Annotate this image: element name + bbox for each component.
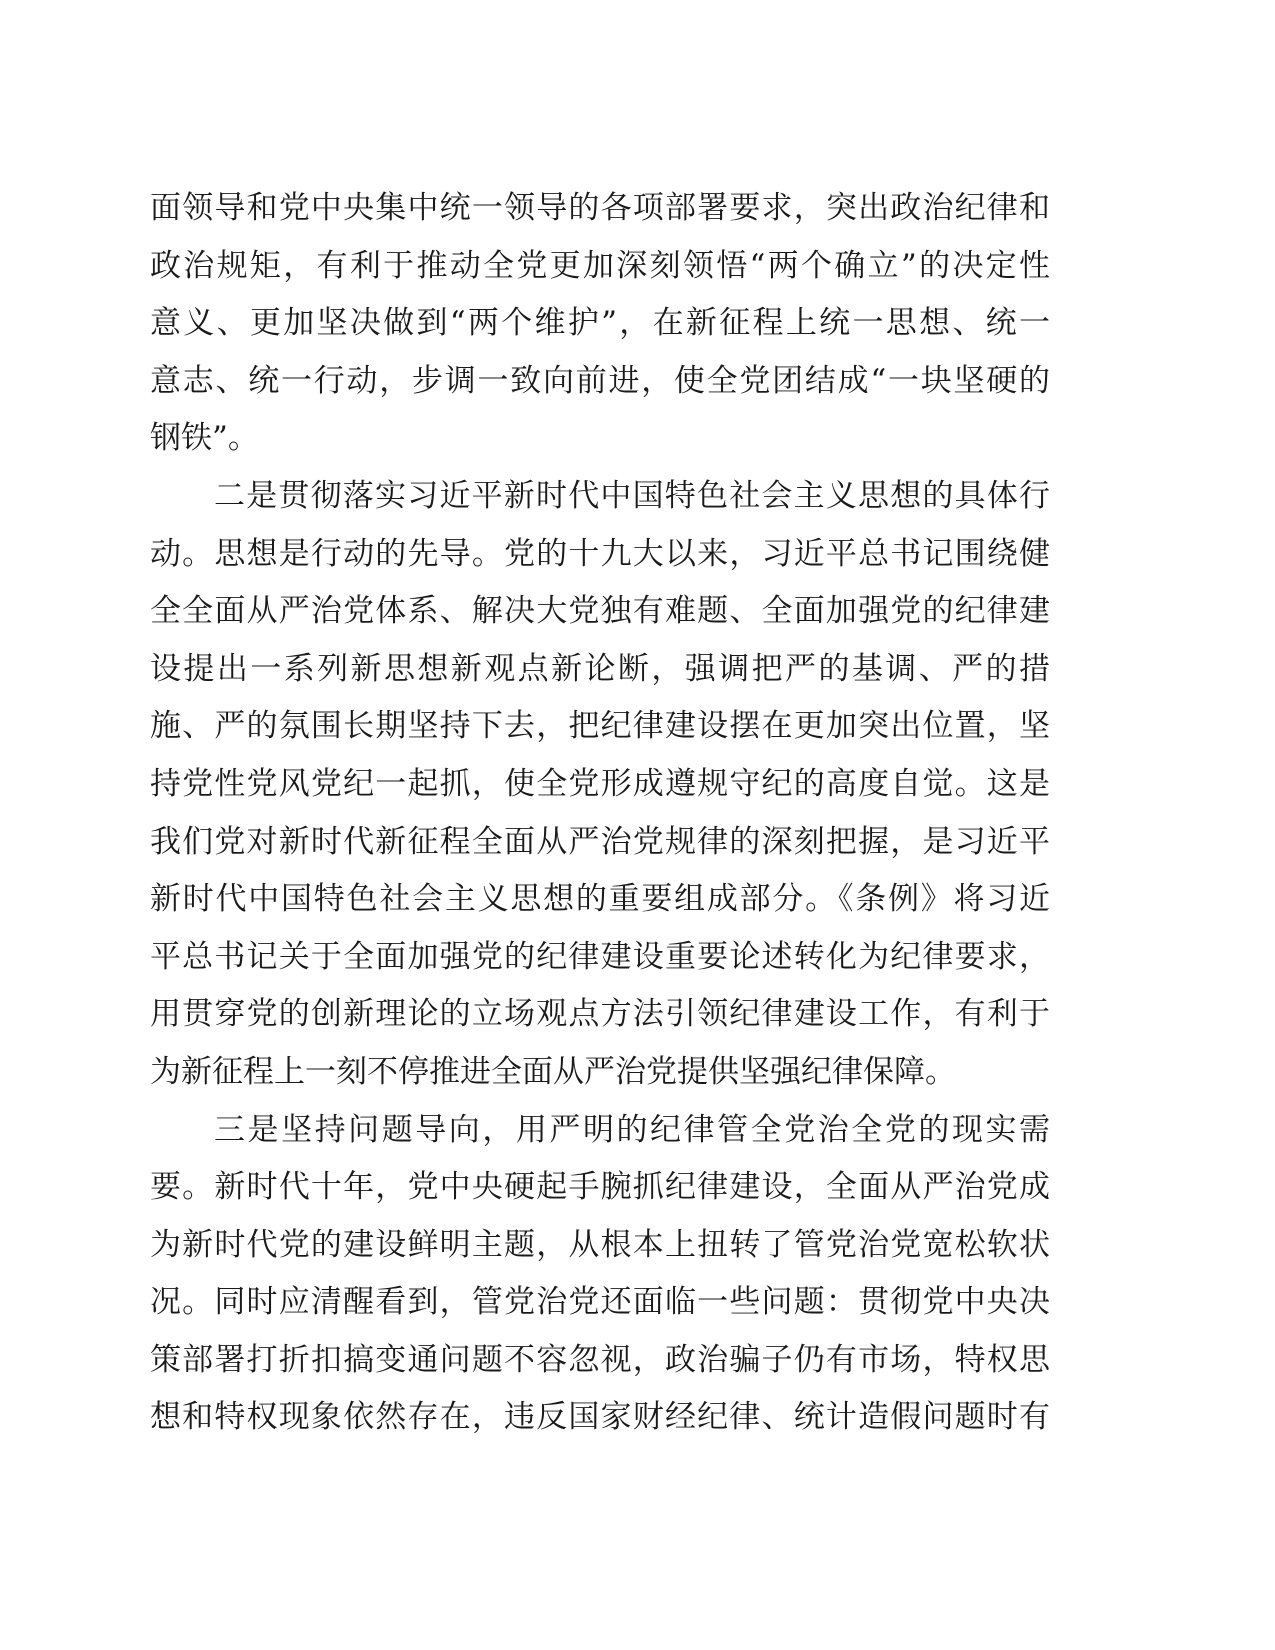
text-line: 动。思想是行动的先导。党的十九大以来，习近平总书记围绕健	[150, 535, 1050, 572]
text-line: 用贯穿党的创新理论的立场观点方法引领纪律建设工作，有利于	[150, 996, 1050, 1033]
text-line: 施、严的氛围长期坚持下去，把纪律建设摆在更加突出位置，坚	[150, 708, 1050, 745]
paragraph-first-line: 二是贯彻落实习近平新时代中国特色社会主义思想的具体行	[214, 477, 1050, 514]
paragraph-first-line: 三是坚持问题导向，用严明的纪律管全党治全党的现实需	[214, 1111, 1050, 1148]
text-line: 想和特权现象依然存在，违反国家财经纪律、统计造假问题时有	[150, 1399, 1050, 1436]
text-line: 持党性党风党纪一起抓，使全党形成遵规守纪的高度自觉。这是	[150, 765, 1050, 802]
text-line: 平总书记关于全面加强党的纪律建设重要论述转化为纪律要求，	[150, 938, 1050, 975]
text-line: 政治规矩，有利于推动全党更加深刻领悟“两个确立”的决定性	[150, 247, 1050, 284]
text-line: 要。新时代十年，党中央硬起手腕抓纪律建设，全面从严治党成	[150, 1169, 1050, 1206]
text-line: 意志、统一行动，步调一致向前进，使全党团结成“一块坚硬的	[150, 362, 1050, 399]
text-line: 面领导和党中央集中统一领导的各项部署要求，突出政治纪律和	[150, 190, 1050, 226]
text-line: 为新时代党的建设鲜明主题，从根本上扭转了管党治党宽松软状	[150, 1226, 1050, 1263]
body-text	[150, 180, 1050, 1447]
text-line: 意义、更加坚决做到“两个维护”，在新征程上统一思想、统一	[150, 305, 1050, 342]
text-line: 为新征程上一刻不停推进全面从严治党提供坚强纪律保障。	[150, 1053, 956, 1090]
text-line: 策部署打折扣搞变通问题不容忽视，政治骗子仍有市场，特权思	[150, 1341, 1050, 1378]
text-line: 况。同时应清醒看到，管党治党还面临一些问题：贯彻党中央决	[150, 1284, 1050, 1321]
text-line: 钢铁”。	[150, 420, 259, 457]
text-line: 我们党对新时代新征程全面从严治党规律的深刻把握，是习近平	[150, 823, 1050, 860]
text-line: 设提出一系列新思想新观点新论断，强调把严的基调、严的措	[150, 650, 1050, 687]
text-line: 新时代中国特色社会主义思想的重要组成部分。《条例》将习近	[150, 881, 1050, 918]
text-line: 全全面从严治党体系、解决大党独有难题、全面加强党的纪律建	[150, 593, 1050, 630]
